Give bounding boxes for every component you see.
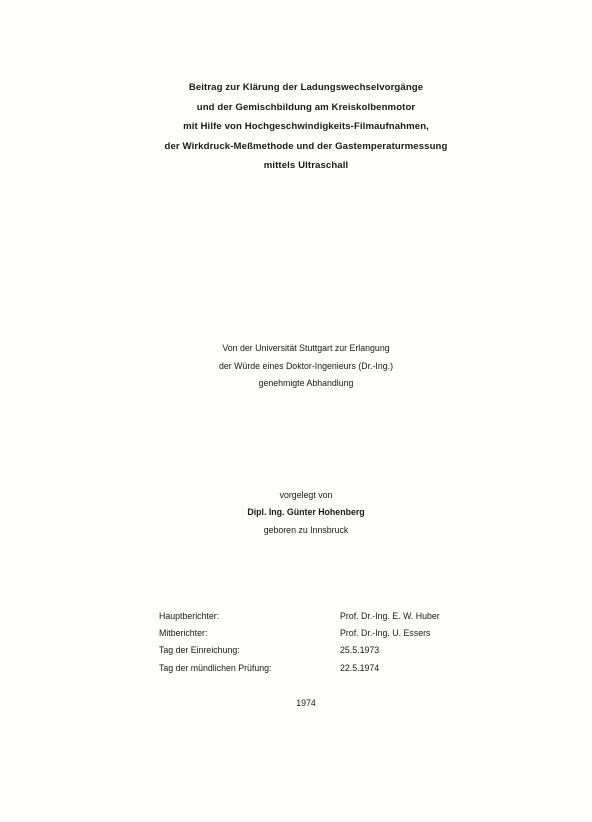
committee-table (159, 608, 489, 677)
submission-line-1: Von der Universität Stuttgart zur Erlangung (222, 343, 390, 353)
committee-row (159, 660, 489, 677)
submission-statement (80, 340, 532, 393)
committee-value: Prof. Dr.-Ing. E. W. Huber (340, 611, 440, 621)
author-block (130, 487, 482, 539)
title-line-4: der Wirkdruck-Meßmethode und der Gastemperaturmessung (164, 140, 448, 152)
author-birthplace: geboren zu Innsbruck (263, 524, 349, 535)
committee-value: Prof. Dr.-Ing. U. Essers (340, 628, 431, 639)
committee-value: 22.5.1974 (340, 662, 380, 673)
committee-row (159, 625, 489, 642)
submission-line-3: genehmigte Abhandlung (258, 378, 354, 388)
title-line-5: mittels Ultraschall (263, 160, 349, 172)
title-line-3: mit Hilfe von Hochgeschwindigkeits-Filmaufnahmen, (183, 121, 429, 133)
committee-label: Hauptberichter: (159, 611, 220, 621)
author-name: Dipl. Ing. Günter Hohenberg (247, 507, 365, 518)
dissertation-title (60, 78, 552, 176)
committee-label: Tag der mündlichen Prüfung: (159, 662, 272, 673)
presented-by-label: vorgelegt von (279, 490, 333, 500)
committee-row (159, 642, 489, 659)
publication-year: 1974 (296, 698, 316, 708)
submission-line-2: der Würde eines Doktor-Ingenieurs (Dr.-Ing.) (218, 360, 394, 371)
committee-row (159, 608, 489, 625)
committee-label: Mitberichter: (159, 628, 208, 639)
title-line-1: Beitrag zur Klärung der Ladungswechselvorgänge (188, 82, 424, 93)
committee-value: 25.5.1973 (340, 645, 380, 656)
title-line-2: und der Gemischbildung am Kreiskolbenmotor (196, 101, 416, 113)
committee-label: Tag der Einreichung: (159, 645, 240, 656)
